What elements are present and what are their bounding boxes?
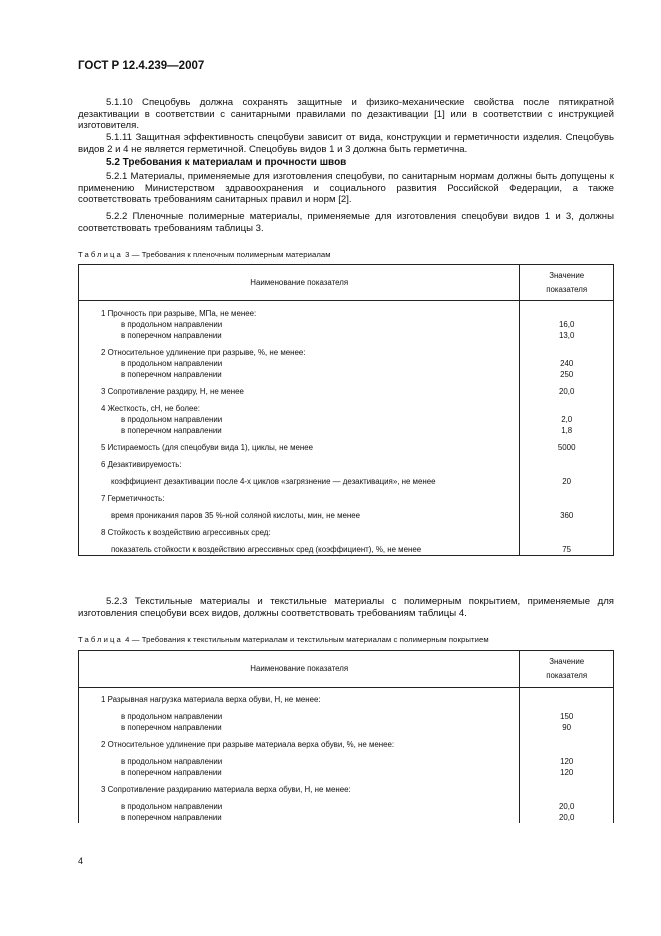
indicator-value: [520, 453, 613, 459]
indicator-name: в поперечном направлении: [121, 370, 222, 379]
indicator-value: 5000: [557, 443, 576, 452]
indicator-value-cell: [520, 812, 614, 823]
table-row: [79, 341, 614, 358]
indicator-value-cell: [520, 319, 614, 330]
table-row: [79, 722, 614, 733]
column-header-name: Наименование показателя: [79, 265, 520, 301]
indicator-value: 240: [560, 359, 574, 368]
indicator-value: 150: [560, 712, 574, 721]
indicator-value: [520, 341, 613, 347]
table-row: [79, 470, 614, 487]
indicator-value: 120: [560, 757, 574, 766]
table-4-caption: Таблица 4 — Требования к текстильным материалам и текстильным материалам с полимерным покрытием: [78, 635, 489, 644]
indicator-name-cell: [79, 425, 520, 436]
indicator-value-cell: [520, 414, 614, 425]
indicator-name-cell: [79, 380, 520, 397]
indicator-name-cell: [79, 722, 520, 733]
table-row: [79, 767, 614, 778]
indicator-name-cell: [79, 521, 520, 538]
indicator-value: 16,0: [559, 320, 575, 329]
indicator-name-cell: [79, 750, 520, 767]
indicator-name: в продольном направлении: [121, 757, 223, 766]
table-row: [79, 750, 614, 767]
indicator-value: 75: [562, 545, 572, 554]
indicator-name: в продольном направлении: [121, 415, 223, 424]
table-row: [79, 504, 614, 521]
indicator-name: в поперечном направлении: [121, 768, 222, 777]
paragraph-5-2-3: 5.2.3 Текстильные материалы и текстильные материалы с полимерным покрытием, применяемые для изготовления спецобуви всех видов, должны соответствовать требованиям таблицы 4.: [78, 596, 614, 619]
indicator-name: в поперечном направлении: [121, 813, 222, 822]
indicator-value: 2,0: [561, 415, 573, 424]
indicator-value-cell: [520, 397, 614, 414]
table-4: [78, 650, 614, 823]
indicator-value-cell: [520, 795, 614, 812]
indicator-value: 20,0: [559, 813, 575, 822]
table-row: [79, 358, 614, 369]
indicator-name: в продольном направлении: [121, 320, 223, 329]
indicator-name-cell: [79, 358, 520, 369]
indicator-name: 3 Сопротивление раздиру, Н, не менее: [101, 387, 244, 396]
indicator-value-cell: [520, 436, 614, 453]
indicator-name: 6 Дезактивируемость:: [101, 460, 182, 469]
table-row: [79, 733, 614, 750]
indicator-name: 2 Относительное удлинение при разрыве, %, не менее:: [101, 348, 306, 357]
indicator-name-cell: [79, 705, 520, 722]
indicator-value-cell: [520, 425, 614, 436]
indicator-name-cell: [79, 778, 520, 795]
indicator-value-cell: [520, 380, 614, 397]
indicator-value: 20: [562, 477, 572, 486]
table-row: [79, 397, 614, 414]
indicator-value-cell: [520, 688, 614, 706]
table-row: [79, 414, 614, 425]
indicator-name: 2 Относительное удлинение при разрыве материала верха обуви, %, не менее:: [101, 740, 395, 749]
indicator-value-cell: [520, 705, 614, 722]
indicator-value-cell: [520, 767, 614, 778]
indicator-name: 7 Герметичность:: [101, 494, 165, 503]
indicator-name-cell: [79, 397, 520, 414]
document-header: ГОСТ Р 12.4.239—2007: [78, 60, 205, 72]
table-row: [79, 369, 614, 380]
indicator-value: 250: [560, 370, 574, 379]
indicator-name: 5 Истираемость (для спецобуви вида 1), циклы, не менее: [101, 443, 314, 452]
table-3: [78, 264, 614, 556]
indicator-name: в поперечном направлении: [121, 426, 222, 435]
table-row: [79, 778, 614, 795]
indicator-value-cell: [520, 504, 614, 521]
indicator-value: [520, 778, 613, 784]
indicator-value: [520, 521, 613, 527]
indicator-value: 90: [562, 723, 572, 732]
column-header-name: Наименование показателя: [79, 651, 520, 688]
paragraph-5-2-1: 5.2.1 Материалы, применяемые для изготовления спецобуви, по санитарным нормам должны быть допущены к применению Министерством здравоохранения и социального развития Российской Федерации, а также соответствовать требованиям санитарных правил и норм [2].: [78, 171, 614, 206]
table-row: [79, 330, 614, 341]
indicator-value-cell: [520, 358, 614, 369]
indicator-name-cell: [79, 330, 520, 341]
indicator-name-cell: [79, 470, 520, 487]
indicator-value-cell: [520, 778, 614, 795]
indicator-name: в поперечном направлении: [121, 723, 222, 732]
indicator-value: 13,0: [559, 331, 575, 340]
table-row: [79, 487, 614, 504]
paragraph-5-2-2: 5.2.2 Пленочные полимерные материалы, применяемые для изготовления спецобуви видов 1 и 3, должны соответствовать требованиям таблицы 3.: [78, 211, 614, 234]
indicator-name-cell: [79, 688, 520, 706]
table-row: [79, 812, 614, 823]
indicator-name: в продольном направлении: [121, 802, 223, 811]
indicator-name: показатель стойкости к воздействию агрессивных сред (коэффициент), %, не менее: [111, 545, 422, 554]
indicator-value-cell: [520, 470, 614, 487]
indicator-name-cell: [79, 767, 520, 778]
table-row: [79, 538, 614, 556]
indicator-name-cell: [79, 795, 520, 812]
indicator-name: 8 Стойкость к воздействию агрессивных сред:: [101, 528, 271, 537]
indicator-value-cell: [520, 538, 614, 556]
table-row: [79, 301, 614, 320]
indicator-value: [520, 733, 613, 739]
indicator-name-cell: [79, 414, 520, 425]
indicator-value-cell: [520, 487, 614, 504]
table-row: [79, 453, 614, 470]
indicator-name-cell: [79, 319, 520, 330]
table-row: [79, 436, 614, 453]
indicator-name-cell: [79, 538, 520, 556]
indicator-value: 1,8: [561, 426, 573, 435]
indicator-name: 1 Разрывная нагрузка материала верха обуви, Н, не менее:: [101, 695, 321, 704]
table-row: [79, 705, 614, 722]
indicator-name: в поперечном направлении: [121, 331, 222, 340]
indicator-value: 20,0: [559, 387, 575, 396]
indicator-value: [520, 487, 613, 493]
indicator-value: 20,0: [559, 802, 575, 811]
indicator-name: 4 Жесткость, сН, не более:: [101, 404, 200, 413]
table-row: [79, 521, 614, 538]
table-3-caption: Таблица 3 — Требования к пленочным полимерным материалам: [78, 250, 331, 259]
indicator-name: в продольном направлении: [121, 712, 223, 721]
table-row: [79, 688, 614, 706]
column-header-value: Значение показателя: [520, 265, 614, 301]
page-number: 4: [78, 856, 84, 866]
paragraph-5-1-11: 5.1.11 Защитная эффективность спецобуви зависит от вида, конструкции и герметичности изделия. Спецобувь видов 2 и 4 не является герметичной. Спецобувь видов 1 и 3 должна быть герметична.: [78, 132, 614, 155]
indicator-value: [520, 301, 613, 308]
indicator-name-cell: [79, 301, 520, 320]
indicator-name: 1 Прочность при разрыве, МПа, не менее:: [101, 309, 257, 318]
indicator-value-cell: [520, 733, 614, 750]
indicator-name-cell: [79, 487, 520, 504]
indicator-value-cell: [520, 330, 614, 341]
indicator-value-cell: [520, 341, 614, 358]
table-row: [79, 795, 614, 812]
indicator-value: 360: [560, 511, 574, 520]
indicator-name-cell: [79, 812, 520, 823]
indicator-value-cell: [520, 722, 614, 733]
indicator-value: [520, 397, 613, 403]
indicator-value-cell: [520, 521, 614, 538]
indicator-value-cell: [520, 750, 614, 767]
indicator-value: 120: [560, 768, 574, 777]
column-header-value: Значение показателя: [520, 651, 614, 688]
indicator-name-cell: [79, 733, 520, 750]
table-row: [79, 380, 614, 397]
indicator-name: в продольном направлении: [121, 359, 223, 368]
indicator-name-cell: [79, 341, 520, 358]
paragraph-5-1-10: 5.1.10 Спецобувь должна сохранять защитные и физико-механические свойства после пятикратной дезактивации в соответствии с санитарными правилами по дезактивации [1] или в соответствии с инструкцией изготовителя.: [78, 97, 614, 132]
indicator-name-cell: [79, 453, 520, 470]
indicator-name-cell: [79, 504, 520, 521]
table-row: [79, 319, 614, 330]
indicator-value-cell: [520, 369, 614, 380]
section-heading-5-2: 5.2 Требования к материалам и прочности швов: [106, 157, 347, 168]
indicator-name-cell: [79, 436, 520, 453]
indicator-name-cell: [79, 369, 520, 380]
indicator-value: [520, 688, 613, 694]
indicator-value-cell: [520, 301, 614, 320]
indicator-name: время проникания паров 35 %-ной соляной кислоты, мин, не менее: [111, 511, 361, 520]
table-row: [79, 425, 614, 436]
indicator-value-cell: [520, 453, 614, 470]
indicator-name: коэффициент дезактивации после 4-х циклов «загрязнение — дезактивация», не менее: [111, 477, 436, 486]
indicator-name: 3 Сопротивление раздиранию материала верха обуви, Н, не менее:: [101, 785, 351, 794]
